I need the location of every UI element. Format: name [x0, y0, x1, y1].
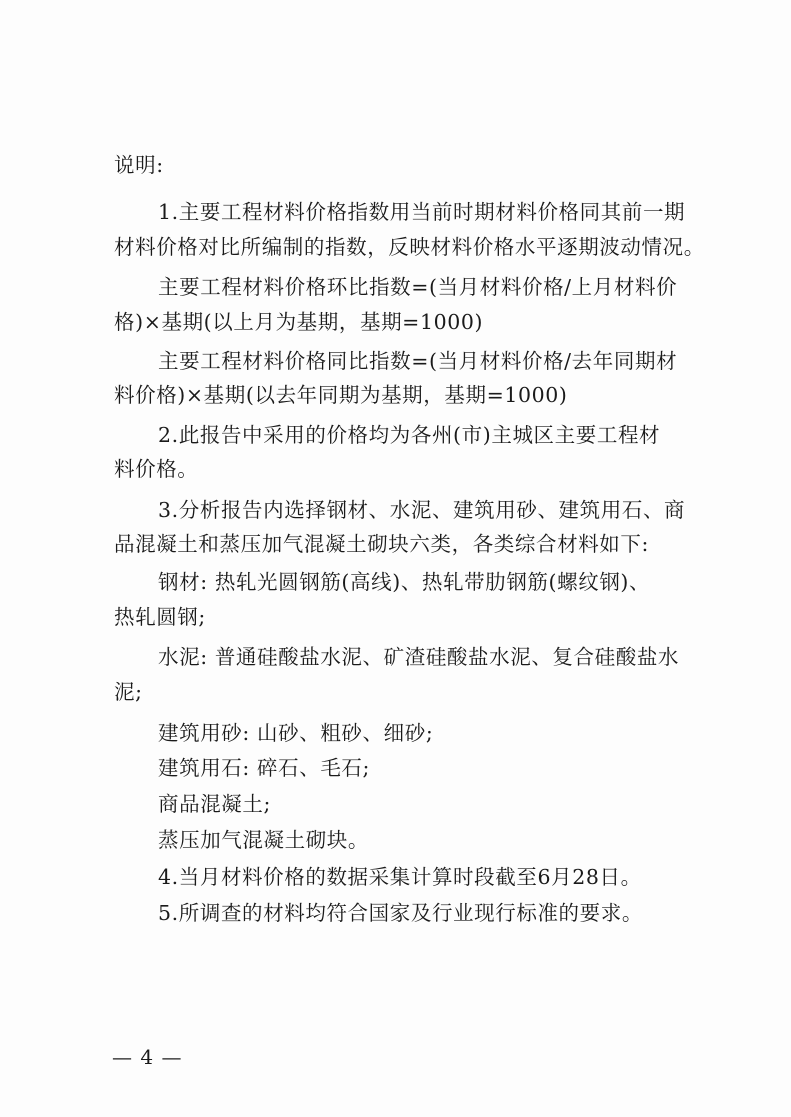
heading-notes: 说明:: [114, 153, 164, 177]
page-number: — 4 —: [112, 1045, 183, 1069]
paragraph-line: 钢材: 热轧光圆钢筋(高线)、热轧带肋钢筋(螺纹钢)、: [158, 570, 651, 594]
paragraph-line: 5.所调查的材料均符合国家及行业现行标准的要求。: [158, 901, 643, 925]
paragraph-line: 4.当月材料价格的数据采集计算时段截至6月28日。: [158, 865, 642, 889]
paragraph-line: 2.此报告中采用的价格均为各州(市)主城区主要工程材: [158, 423, 661, 447]
paragraph-line: 料价格)×基期(以去年同期为基期，基期=1000): [114, 383, 568, 407]
paragraph-line: 建筑用石: 碎石、毛石;: [158, 756, 371, 780]
paragraph-line: 1.主要工程材料价格指数用当前时期材料价格同其前一期: [158, 200, 686, 224]
paragraph-line: 材料价格对比所编制的指数，反映材料价格水平逐期波动情况。: [114, 235, 705, 259]
paragraph-line: 建筑用砂: 山砂、粗砂、细砂;: [158, 721, 434, 745]
paragraph-line: 水泥: 普通硅酸盐水泥、矿渣硅酸盐水泥、复合硅酸盐水: [158, 645, 680, 669]
paragraph-line: 泥;: [114, 680, 143, 704]
paragraph-line: 品混凝土和蒸压加气混凝土砌块六类，各类综合材料如下:: [114, 532, 650, 556]
paragraph-line: 热轧圆钢;: [114, 605, 206, 629]
paragraph-line: 蒸压加气混凝土砌块。: [158, 828, 369, 852]
paragraph-line: 商品混凝土;: [158, 792, 272, 816]
paragraph-line: 格)×基期(以上月为基期，基期=1000): [114, 310, 484, 334]
paragraph-line: 主要工程材料价格同比指数=(当月材料价格/去年同期材: [158, 349, 678, 373]
paragraph-line: 料价格。: [114, 457, 199, 481]
paragraph-line: 主要工程材料价格环比指数=(当月材料价格/上月材料价: [158, 275, 678, 299]
paragraph-line: 3.分析报告内选择钢材、水泥、建筑用砂、建筑用石、商: [158, 498, 686, 522]
